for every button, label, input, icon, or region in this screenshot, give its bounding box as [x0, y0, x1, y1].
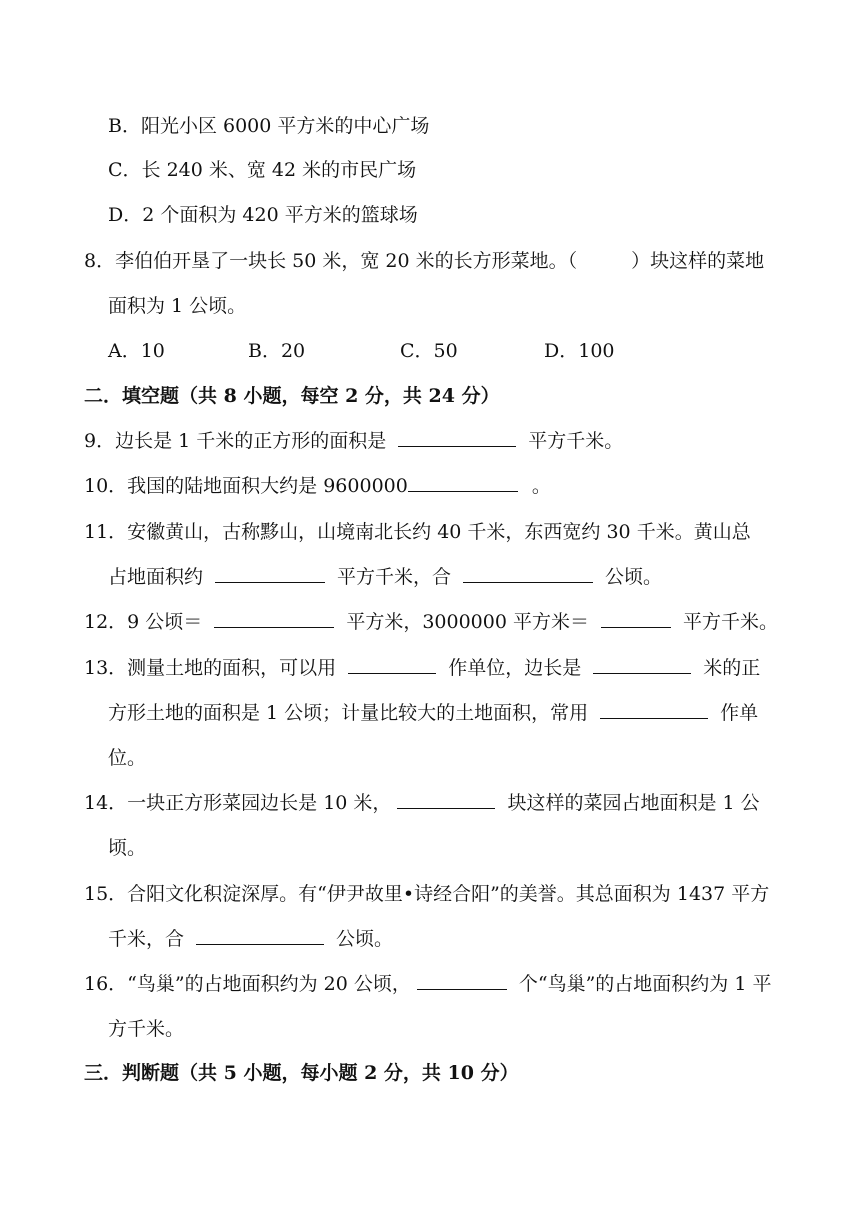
answer-blank[interactable] [417, 972, 507, 990]
answer-blank[interactable] [196, 927, 324, 945]
q16-line-2: 方千米。 [108, 1018, 185, 1040]
q13-text-d: 方形土地的面积是 1 公顷；计量比较大的土地面积，常用 [108, 702, 589, 724]
q16-line-1 [84, 972, 771, 996]
q14-text-a: 14．一块正方形菜园边长是 10 米， [84, 792, 392, 814]
q7-option-c: C．长 240 米、宽 42 米的市民广场 [108, 159, 417, 181]
q7-option-b: B．阳光小区 6000 平方米的中心广场 [108, 115, 430, 137]
q13-line-2 [108, 701, 758, 725]
q15-line-1: 15．合阳文化积淀深厚。有“伊尹故里•诗经合阳”的美誉。其总面积为 1437 平方 [84, 883, 770, 905]
answer-blank[interactable] [215, 565, 325, 583]
answer-blank[interactable] [601, 610, 671, 628]
q15-text-a: 千米，合 [108, 928, 185, 950]
q8-stem [84, 249, 764, 273]
q12-text-b: 平方米，3000000 平方米＝ [346, 611, 589, 633]
answer-blank[interactable] [600, 701, 708, 719]
q9-text-a: 9．边长是 1 千米的正方形的面积是 [84, 430, 387, 452]
q13-text-a: 13．测量土地的面积，可以用 [84, 657, 337, 679]
section-2-heading: 二．填空题（共 8 小题，每空 2 分，共 24 分） [84, 385, 500, 407]
q8-option-d: D．100 [544, 340, 615, 362]
q13-text-c: 米的正 [703, 657, 761, 679]
q11-line-1: 11．安徽黄山，古称黟山，山境南北长约 40 千米，东西宽约 30 千米。黄山总 [84, 521, 751, 543]
section-3-heading: 三．判断题（共 5 小题，每小题 2 分，共 10 分） [84, 1062, 519, 1084]
q9 [84, 429, 623, 453]
q14-line-1 [84, 791, 760, 815]
q11-text-a: 占地面积约 [108, 566, 204, 588]
q8-stem-b: ）块这样的菜地 [631, 250, 765, 272]
q12-text-a: 12．9 公顷＝ [84, 611, 203, 633]
q15-line-2 [108, 927, 393, 951]
q13-line-1 [84, 656, 760, 680]
q16-text-a: 16．“鸟巢”的占地面积约为 20 公顷， [84, 973, 411, 995]
q12 [84, 610, 778, 634]
q10 [84, 474, 551, 498]
answer-blank[interactable] [348, 656, 436, 674]
answer-blank[interactable] [593, 656, 691, 674]
answer-blank[interactable] [214, 610, 334, 628]
q13-text-e: 作单 [720, 702, 759, 724]
q10-text-b: 。 [531, 475, 551, 497]
q15-text-b: 公顷。 [336, 928, 394, 950]
q8-option-c: C．50 [400, 340, 458, 362]
q10-text-a: 10．我国的陆地面积大约是 9600000 [84, 475, 408, 497]
q8-option-a: A．10 [108, 340, 165, 362]
answer-blank[interactable] [463, 565, 593, 583]
q11-text-b: 平方千米，合 [337, 566, 452, 588]
q13-line-3: 位。 [108, 747, 147, 769]
q16-text-b: 个“鸟巢”的占地面积约为 1 平 [518, 973, 772, 995]
q12-text-c: 平方千米。 [682, 611, 778, 633]
q14-text-b: 块这样的菜园占地面积是 1 公 [507, 792, 760, 814]
q11-text-c: 公顷。 [605, 566, 663, 588]
q14-line-2: 顷。 [108, 837, 147, 859]
q11-line-2 [108, 565, 662, 589]
q8-stem-a: 8．李伯伯开垦了一块长 50 米，宽 20 米的长方形菜地。（ [84, 250, 578, 272]
q13-text-b: 作单位，边长是 [448, 657, 582, 679]
answer-blank[interactable] [397, 791, 495, 809]
q7-option-d: D．2 个面积为 420 平方米的篮球场 [108, 204, 418, 226]
answer-blank[interactable] [408, 474, 518, 492]
q9-text-b: 平方千米。 [528, 430, 624, 452]
q8-stem-cont: 面积为 1 公顷。 [108, 295, 247, 317]
q8-option-b: B．20 [248, 340, 306, 362]
answer-blank[interactable] [398, 429, 516, 447]
